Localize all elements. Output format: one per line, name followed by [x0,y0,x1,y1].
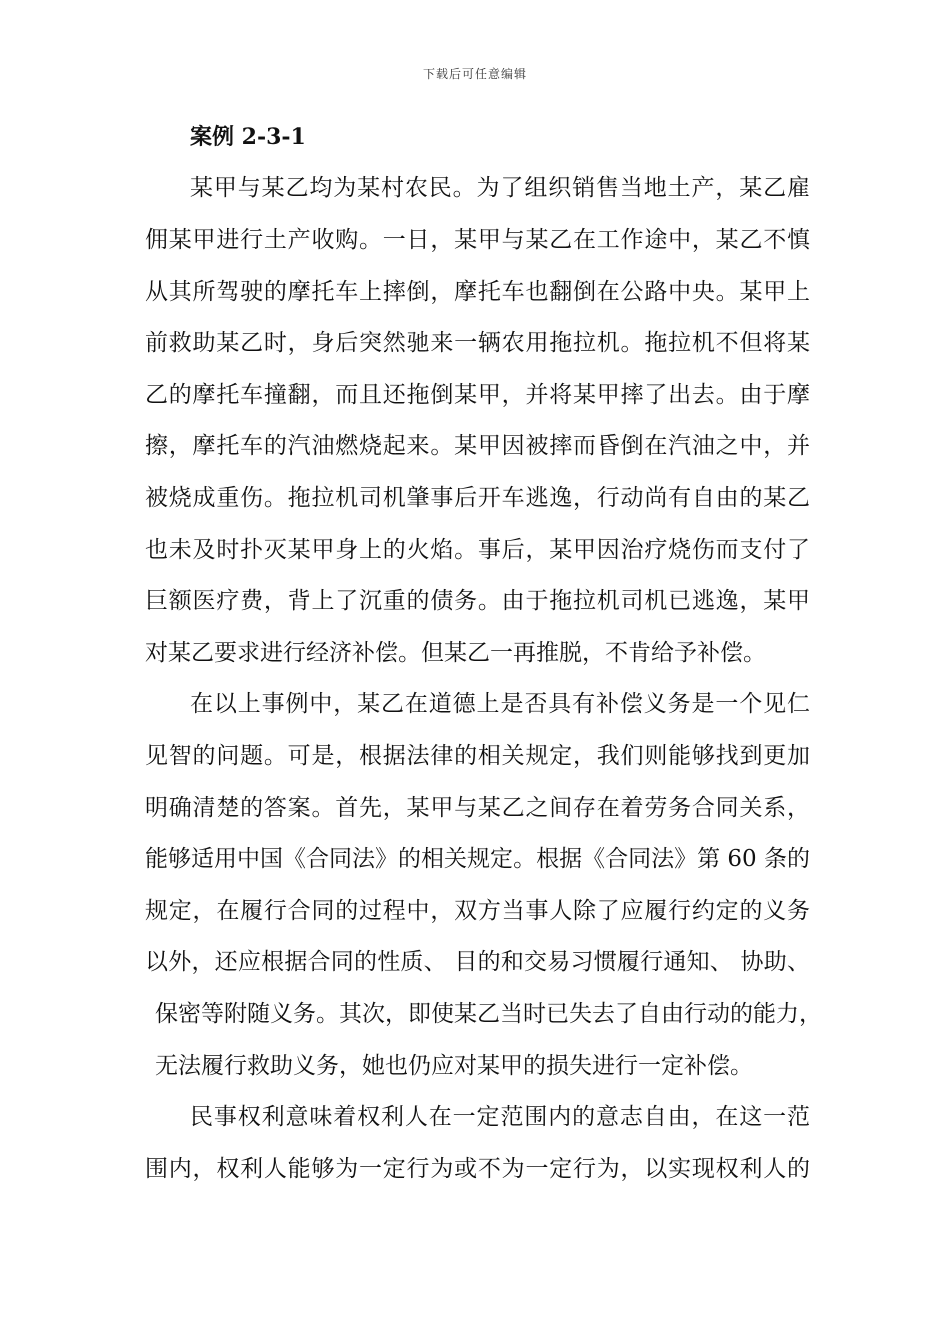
paragraph-line: 明确清楚的答案。首先，某甲与某乙之间存在着劳务合同关系， [145,795,810,821]
paragraph-line: 在以上事例中，某乙在道德上是否具有补偿义务是一个见仁 [190,691,810,717]
paragraph-line: 乙的摩托车撞翻，而且还拖倒某甲，并将某甲摔了出去。由于摩 [145,382,810,408]
paragraph-line: 能够适用中国《合同法》的相关规定。根据《合同法》第 60 条的 [145,846,810,872]
paragraph-line: 巨额医疗费，背上了沉重的债务。由于拖拉机司机已逃逸，某甲 [145,588,810,614]
header-note: 下载后可任意编辑 [422,67,527,81]
paragraph-line: 以外，还应根据合同的性质、 目的和交易习惯履行通知、 协助、 [145,949,810,975]
paragraph-line: 围内，权利人能够为一定行为或不为一定行为，以实现权利人的 [145,1156,810,1182]
paragraph-line: 从其所驾驶的摩托车上摔倒，摩托车也翻倒在公路中央。某甲上 [145,279,810,305]
paragraph-line: 见智的问题。可是，根据法律的相关规定，我们则能够找到更加 [145,743,810,769]
paragraph-line: 佣某甲进行土产收购。一日，某甲与某乙在工作途中，某乙不慎 [145,227,810,253]
paragraph-line: 民事权利意味着权利人在一定范围内的意志自由，在这一范 [190,1104,810,1130]
paragraph-line: 也未及时扑灭某甲身上的火焰。事后，某甲因治疗烧伤而支付了 [145,537,810,563]
paragraph-line: 擦，摩托车的汽油燃烧起来。某甲因被摔而昏倒在汽油之中，并 [145,433,810,459]
paragraph-line: 被烧成重伤。拖拉机司机肇事后开车逃逸，行动尚有自由的某乙 [145,485,810,511]
case-title: 案例 2-3-1 [190,124,306,150]
paragraph-line: 某甲与某乙均为某村农民。为了组织销售当地土产，某乙雇 [190,175,810,201]
paragraph-line: 无法履行救助义务，她也仍应对某甲的损失进行一定补偿。 [155,1053,753,1079]
paragraph-line: 保密等附随义务。其次，即使某乙当时已失去了自由行动的能力， [155,1001,822,1027]
paragraph-line: 前救助某乙时，身后突然驰来一辆农用拖拉机。拖拉机不但将某 [145,330,810,356]
paragraph-line: 对某乙要求进行经济补偿。但某乙一再推脱，不肯给予补偿。 [145,640,766,666]
paragraph-line: 规定，在履行合同的过程中，双方当事人除了应履行约定的义务 [145,898,810,924]
